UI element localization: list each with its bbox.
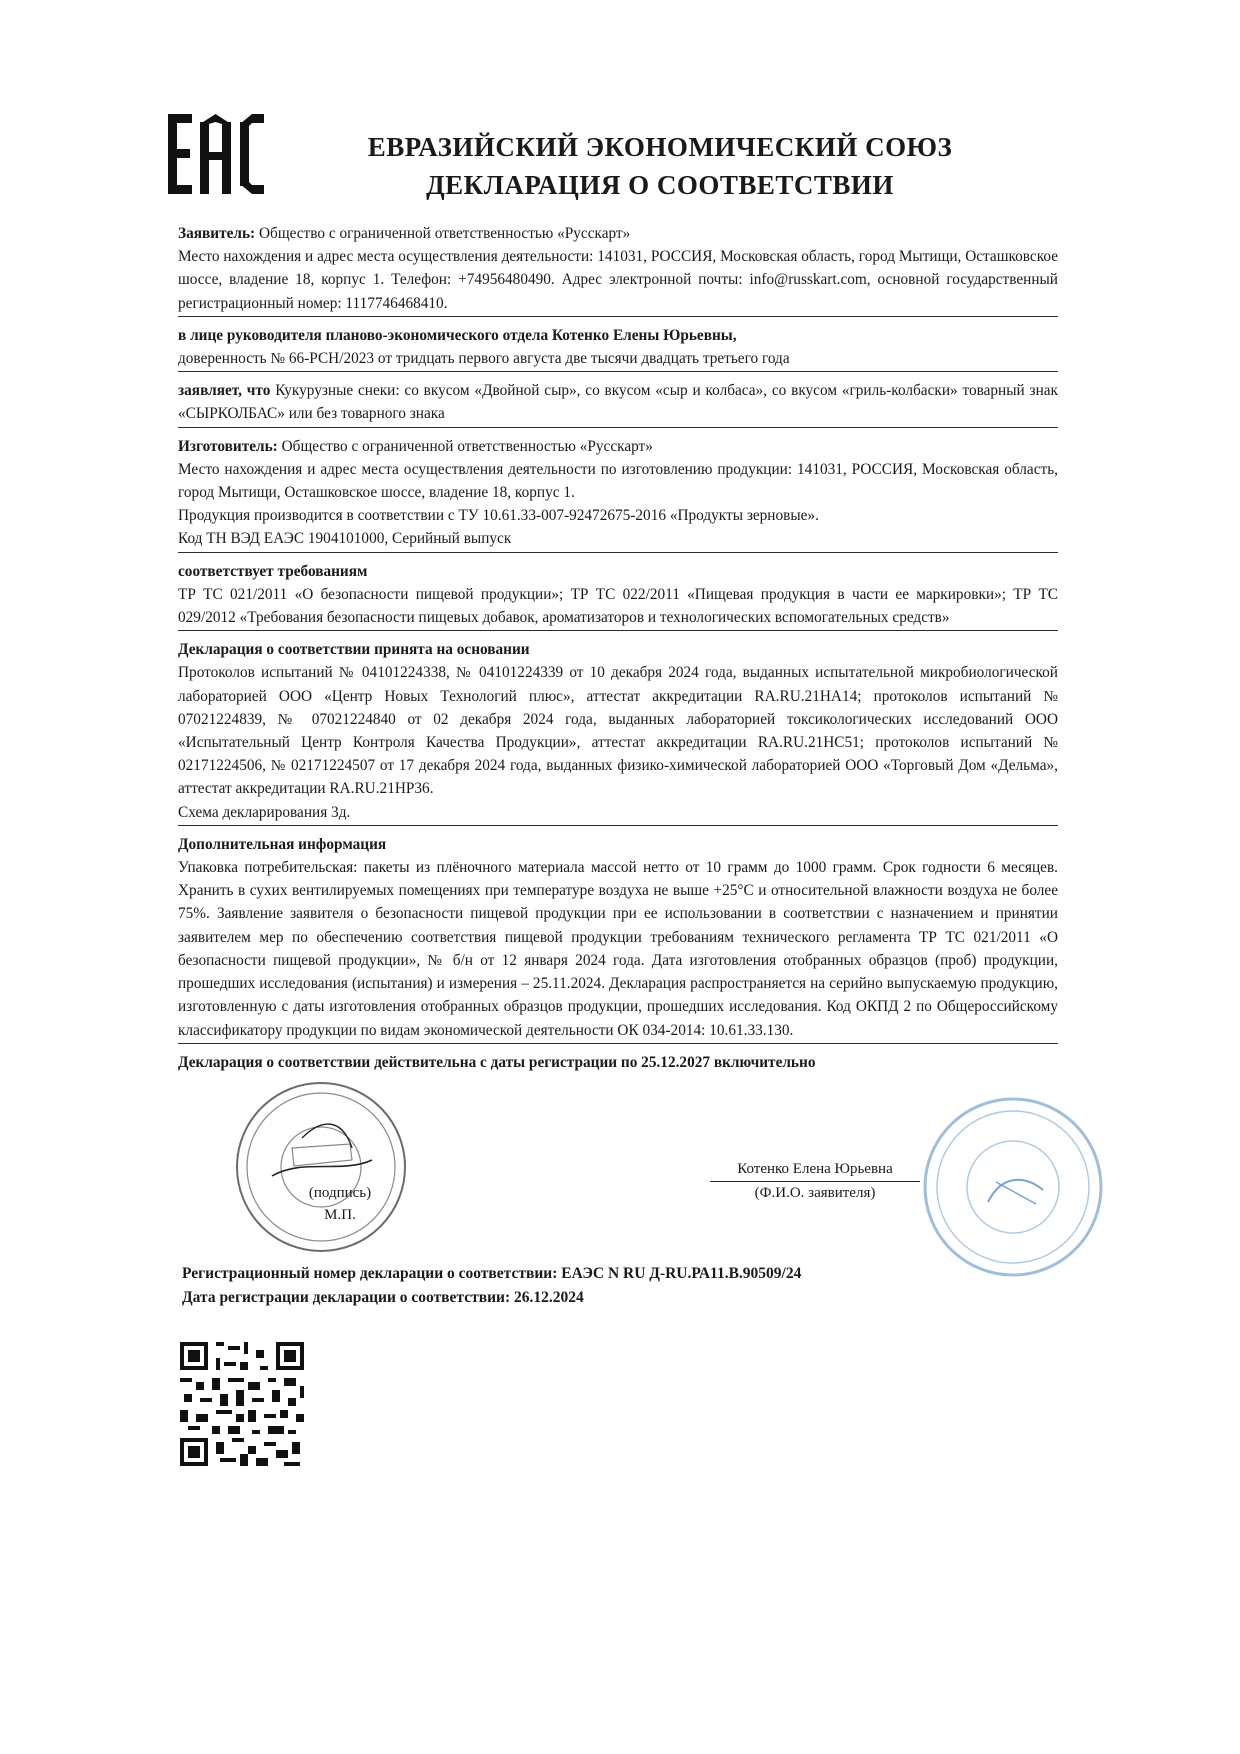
manufacturer-section [178, 435, 1058, 553]
declares-label: заявляет, что [178, 382, 271, 400]
basis-section [178, 638, 1058, 826]
basis-text: Протоколов испытаний № 04101224338, № 04101224339 от 10 декабря 2024 года, выданных испытательной микробиологической лабораторией ООО «Центр Новых Технологий плюс», аттестат аккредитации RA.RU.21HA14; протоколов испытаний № 07021224839, № 07021224840 от 02 декабря 2024 года, выданных лабораторией токсикологических исследований ООО «Испытательный Центр Контроля Качества Продукции», аттестат аккредитации RA.RU.21HC51; протоколов испытаний № 02171224506, № 02171224507 от 17 декабря 2024 года, выданных физико-химической лабораторией ООО «Торговый Дом «Дельма», аттестат аккредитации RA.RU.21HP36. [178, 664, 1058, 798]
registration-block [182, 1262, 1062, 1310]
product-description: Кукурузные снеки: со вкусом «Двойной сыр», со вкусом «сыр и колбаса», со вкусом «гриль-колбаски» товарный знак «СЫРКОЛБАС» или без товарного знака [178, 382, 1058, 423]
applicant-full-name: Котенко Елена Юрьевна [710, 1158, 920, 1182]
seal-stamp-right [918, 1092, 1108, 1282]
declaration-scheme: Схема декларирования 3д. [178, 803, 351, 821]
header-titles [330, 128, 990, 204]
additional-text: Упаковка потребительская: пакеты из плёночного материала массой нетто от 10 грамм до 1000 грамм. Срок годности 6 месяцев. Хранить в сухих вентилируемых помещениях при температуре воздуха не выше +25°C и относительной влажности воздуха не более 75%. Заявление заявителя о безопасности пищевой продукции при ее использовании в соответствии с назначением и принятии заявителем мер по обеспечению соответствия пищевой продукции требованиям технического регламента ТР ТС 021/2011 «О безопасности пищевой продукции», № б/н от 12 января 2024 года. Дата изготовления отобранных образцов (проб) продукции, прошедших исследования (испытания) и измерения – 25.11.2024. Декларация распространяется на серийно выпускаемую продукцию, изготовленную с даты изготовления отобранных образцов продукции, прошедших исследования. Код ОКПД 2 по Общероссийскому классификатору продукции по видам экономической деятельности ОК 034-2014: 10.61.33.130. [178, 859, 1058, 1039]
applicant-name: Общество с ограниченной ответственностью «Русскарт» [258, 225, 631, 242]
manufacturer-name: Общество с ограниченной ответственностью «Русскарт» [281, 437, 653, 455]
signature-block [270, 1182, 410, 1226]
customs-code: Код ТН ВЭД ЕАЭС 1904101000, Серийный выпуск [178, 530, 512, 548]
applicant-label: Заявитель: [178, 225, 256, 242]
validity-line: Декларация о соответствии действительна с даты регистрации по 25.12.2027 включительно [178, 1053, 816, 1071]
requirements-label: соответствует требованиям [178, 562, 368, 580]
requirements-section [178, 560, 1058, 632]
eac-logo [168, 112, 264, 196]
registration-number: Регистрационный номер декларации о соответствии: ЕАЭС N RU Д-RU.РА11.В.90509/24 [182, 1265, 802, 1282]
signature-label: (подпись) [308, 1185, 372, 1201]
document-title: ДЕКЛАРАЦИЯ О СООТВЕТСТВИИ [426, 170, 894, 200]
representative-section [178, 324, 1058, 372]
manufacturer-address: Место нахождения и адрес места осуществления деятельности по изготовлению продукции: 141031, РОССИЯ, Московская область, город Мытищи, Осташковское шоссе, владение 18, корпус 1. [178, 460, 1058, 502]
applicant-address: Место нахождения и адрес места осуществления деятельности: 141031, РОССИЯ, Московская область, город Мытищи, Осташковское шоссе, владение 18, корпус 1. Телефон: +74956480490. Адрес электронной почты: info@russkart.com, основной государственный регистрационный номер: 1117746468410. [178, 248, 1058, 312]
declaration-body [178, 222, 1058, 1074]
registration-date: Дата регистрации декларации о соответствии: 26.12.2024 [182, 1289, 584, 1306]
applicant-section [178, 222, 1058, 317]
seal-stamp-left [232, 1078, 410, 1256]
name-caption: (Ф.И.О. заявителя) [754, 1185, 876, 1201]
additional-label: Дополнительная информация [178, 835, 387, 853]
basis-label: Декларация о соответствии принята на основании [178, 641, 530, 659]
qr-code[interactable] [180, 1342, 304, 1466]
declares-section [178, 379, 1058, 427]
mp-label: М.П. [324, 1207, 356, 1223]
applicant-signature-name [710, 1158, 920, 1205]
union-title: ЕВРАЗИЙСКИЙ ЭКОНОМИЧЕСКИЙ СОЮЗ [367, 132, 953, 162]
additional-section [178, 833, 1058, 1044]
requirements-text: ТР ТС 021/2011 «О безопасности пищевой продукции»; ТР ТС 022/2011 «Пищевая продукция в части ее маркировки»; ТР ТС 029/2012 «Требования безопасности пищевых добавок, ароматизаторов и технологических вспомогательных средств» [178, 585, 1058, 627]
manufacturer-label: Изготовитель: [178, 437, 278, 455]
representative-line: в лице руководителя планово-экономического отдела Котенко Елены Юрьевны, [178, 326, 737, 344]
power-of-attorney: доверенность № 66-РСН/2023 от тридцать первого августа две тысячи двадцать третьего года [178, 350, 790, 368]
production-spec: Продукция производится в соответствии с ТУ 10.61.33-007-92472675-2016 «Продукты зерновые». [178, 507, 819, 525]
